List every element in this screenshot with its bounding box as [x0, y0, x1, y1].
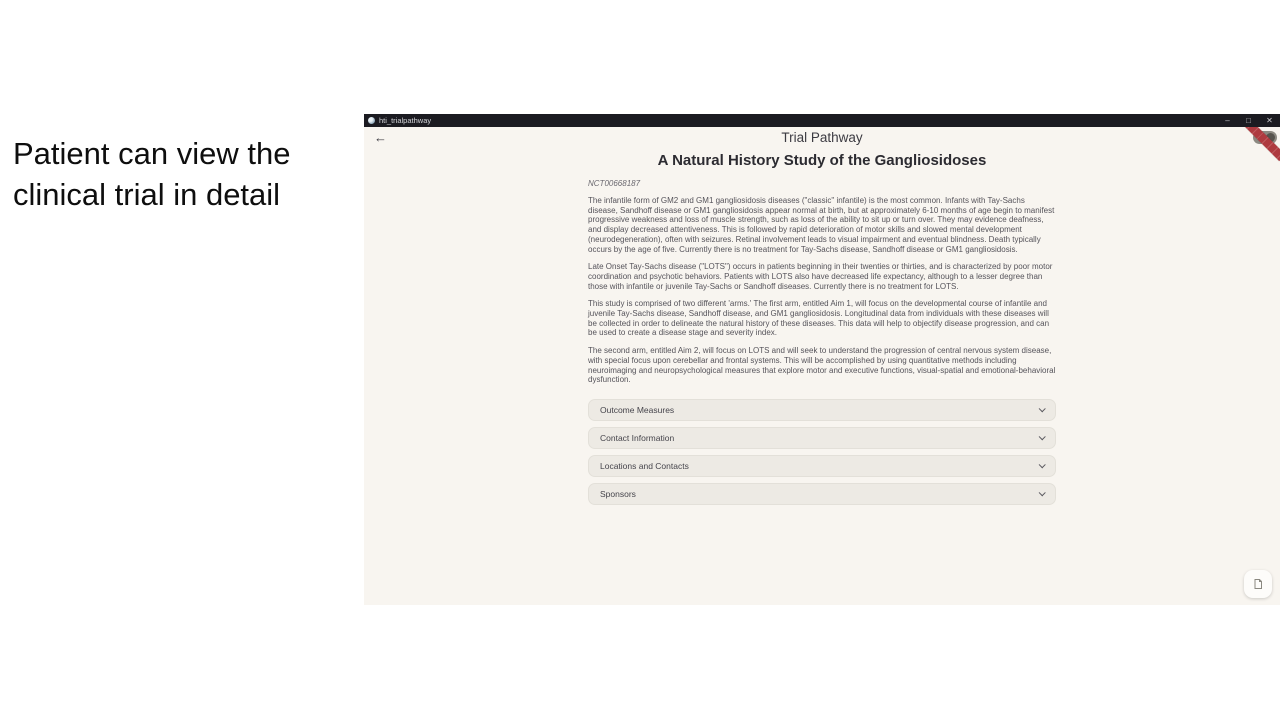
trial-title: A Natural History Study of the Gangliosidoses [657, 152, 987, 169]
close-button[interactable]: ✕ [1266, 116, 1273, 125]
section-label: Locations and Contacts [600, 460, 689, 471]
app-window [364, 114, 1280, 605]
slide-caption: Patient can view the clinical trial in detail [13, 136, 291, 212]
section-locations-and-contacts[interactable] [588, 455, 1056, 477]
back-button[interactable]: ← [374, 130, 387, 145]
section-list [588, 399, 1056, 505]
trial-description-paragraph: This study is comprised of two different 'arms.' The first arm, entitled Aim 1, will focus on the developmental course of infantile and juvenile Tay-Sachs disease, Sandhoff disease, and GM1 gangliosidosis. Longitudinal data from individuals with these diseases will be collected in order to delineate the natural history of these diseases. This data will help to objectify disease progression, and can be used to create a disease stage and severity index. [588, 299, 1050, 338]
window-controls [1217, 114, 1280, 127]
window-titlebar [364, 114, 1280, 127]
chevron-down-icon [1039, 462, 1046, 469]
chevron-down-icon [1039, 406, 1046, 413]
document-button[interactable] [1244, 570, 1272, 598]
trial-detail-panel [588, 152, 1056, 505]
section-sponsors[interactable] [588, 483, 1056, 505]
trial-nct-id: NCT00668187 [588, 179, 641, 188]
chevron-down-icon [1039, 434, 1046, 441]
page-title: Trial Pathway [781, 130, 863, 145]
section-label: Contact Information [600, 432, 675, 443]
app-content [364, 127, 1280, 605]
window-title: hti_trialpathway [379, 116, 432, 125]
trial-description-paragraph: Late Onset Tay-Sachs disease ("LOTS") occurs in patients beginning in their twenties or thirties, and is characterized by poor motor coordination and psychotic behaviors. Patients with LOTS also have decreased life expectancy, although to a lesser degree than those with infantile or juvenile Tay-Sachs or Sandhoff diseases. Currently there is no treatment for LOTS. [588, 262, 1053, 291]
section-label: Sponsors [600, 488, 636, 499]
chevron-down-icon [1039, 490, 1046, 497]
maximize-button[interactable]: □ [1246, 116, 1251, 125]
section-outcome-measures[interactable] [588, 399, 1056, 421]
trial-description-paragraph: The second arm, entitled Aim 2, will focus on LOTS and will seek to understand the progression of central nervous system disease, with special focus upon cerebellar and frontal systems. This will be accomplished by using quantitative methods including neuroimaging and neuropsychological measures that explore motor and executive functions, visual-spatial and emotional-behavioral dysfunction. [588, 346, 1056, 385]
app-icon [368, 117, 375, 124]
minimize-button[interactable]: – [1225, 116, 1230, 125]
document-icon [1252, 578, 1264, 590]
section-label: Outcome Measures [600, 404, 675, 415]
trial-description-paragraph: The infantile form of GM2 and GM1 gangliosidosis diseases ("classic" infantile) is the most common. Infants with Tay-Sachs disease, Sandhoff disease or GM1 gangliosidosis appear normal at birth, but at approximately 6-10 months of age begin to manifest progressive weakness and loss of muscle strength, such as loss of the ability to sit up or turn over. They may evidence deafness, and display decreased attentiveness. This is followed by rapid deterioration of motor skills and slowed mental development (neurodegeneration), often with seizures. Retinal involvement leads to visual impairment and eventual blindness. Death typically occurs by the age of five. Currently there is no treatment for Tay-Sachs disease, Sandhoff disease or GM1 gangliosidosis. [588, 196, 1055, 254]
section-contact-information[interactable] [588, 427, 1056, 449]
